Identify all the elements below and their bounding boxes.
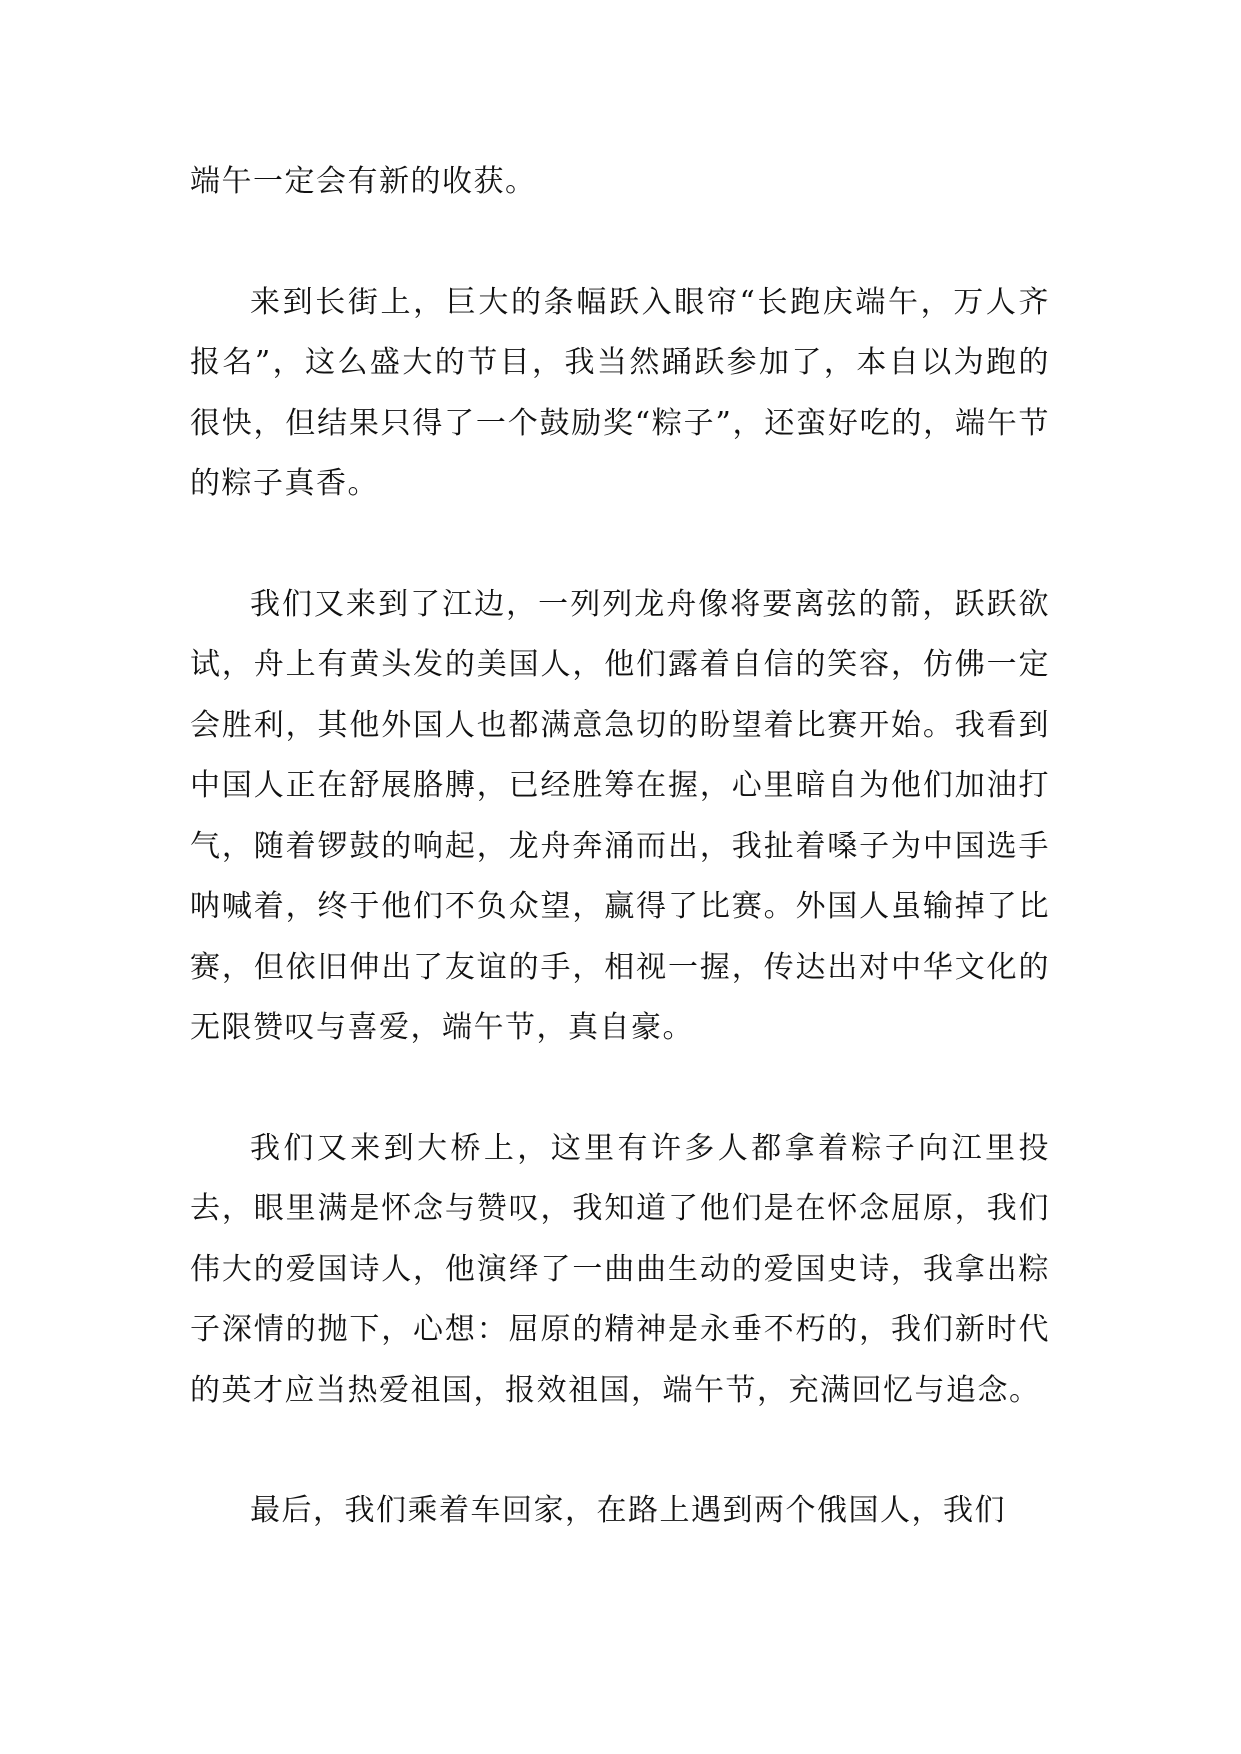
paragraph-gap <box>190 515 1050 575</box>
paragraph-5: 最后，我们乘着车回家，在路上遇到两个俄国人，我们 <box>250 1493 1006 1528</box>
paragraph-4: 我们又来到大桥上，这里有许多人都拿着粽子向江里投去，眼里满是怀念与赞叹，我知道了他们是在怀念屈原，我们伟大的爱国诗人，他演绎了一曲曲生动的爱国史诗，我拿出粽子深情的抛下，心想：屈原的精神是永垂不朽的，我们新时代的英才应当热爱祖国，报效祖国，端午节，充满回忆与追念。 <box>190 1130 1050 1408</box>
paragraph-1: 端午一定会有新的收获。 <box>190 164 537 199</box>
document-body <box>190 152 1050 1542</box>
paragraph-gap <box>190 1421 1050 1481</box>
paragraph-2: 来到长街上，巨大的条幅跃入眼帘“长跑庆端午，万人齐报名”，这么盛大的节目，我当然踊跃参加了，本自以为跑的很快，但结果只得了一个鼓励奖“粽子”，还蛮好吃的，端午节的粽子真香。 <box>190 284 1050 501</box>
paragraph-gap <box>190 1059 1050 1119</box>
paragraph-gap <box>190 213 1050 273</box>
paragraph-3: 我们又来到了江边，一列列龙舟像将要离弦的箭，跃跃欲试，舟上有黄头发的美国人，他们露着自信的笑容，仿佛一定会胜利，其他外国人也都满意急切的盼望着比赛开始。我看到中国人正在舒展胳膊，已经胜筹在握，心里暗自为他们加油打气，随着锣鼓的响起，龙舟奔涌而出，我扯着嗓子为中国选手呐喊着，终于他们不负众望，赢得了比赛。外国人虽输掉了比赛，但依旧伸出了友谊的手，相视一握，传达出对中华文化的无限赞叹与喜爱，端午节，真自豪。 <box>190 586 1050 1045</box>
